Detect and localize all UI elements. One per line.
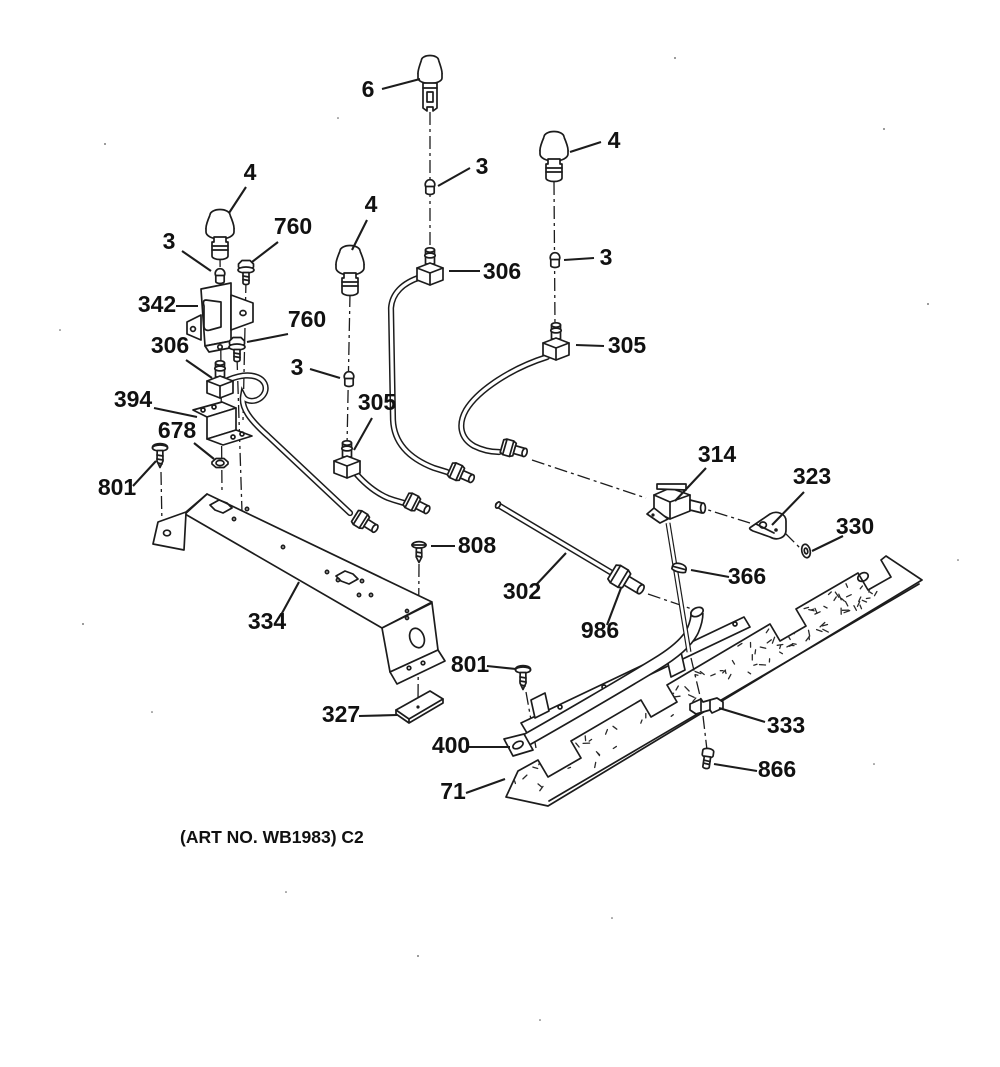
art-number-caption: (ART NO. WB1983) C2	[180, 827, 364, 847]
part-label-330: 330	[835, 513, 875, 539]
part-label-302: 302	[502, 578, 542, 604]
part-label-71: 71	[440, 778, 466, 804]
orifice-3-right	[550, 253, 560, 268]
part-label-866: 866	[757, 756, 797, 782]
part-label-334: 334	[247, 608, 287, 634]
part-label-801-lower: 801	[450, 651, 490, 677]
part-label-4-mid: 4	[364, 191, 378, 217]
part-label-3-right: 3	[599, 244, 613, 270]
part-label-333: 333	[766, 712, 806, 738]
orifice-3-middle	[344, 372, 354, 387]
part-label-305-right: 305	[607, 332, 647, 358]
nut-678	[212, 459, 228, 468]
part-label-314: 314	[697, 441, 737, 467]
part-label-678: 678	[157, 417, 197, 443]
part-label-801-left: 801	[97, 474, 137, 500]
part-label-760-lower: 760	[287, 306, 327, 332]
part-label-3-mid: 3	[290, 354, 304, 380]
part-label-342: 342	[137, 291, 177, 317]
part-label-366: 366	[727, 563, 767, 589]
part-label-760-upper: 760	[273, 213, 313, 239]
part-label-4-right: 4	[607, 127, 621, 153]
part-label-394: 394	[113, 386, 153, 412]
part-label-327: 327	[321, 701, 361, 727]
part-label-4-left: 4	[243, 159, 257, 185]
part-label-6: 6	[361, 76, 375, 102]
orifice-3-left	[215, 269, 225, 284]
part-label-305-mid: 305	[357, 389, 397, 415]
part-label-986: 986	[580, 617, 620, 643]
part-label-3-top: 3	[475, 153, 489, 179]
part-label-400: 400	[431, 732, 471, 758]
part-label-323: 323	[792, 463, 832, 489]
part-label-306-left: 306	[150, 332, 190, 358]
part-label-808: 808	[457, 532, 497, 558]
orifice-3-top	[425, 180, 435, 195]
part-label-306-mid: 306	[482, 258, 522, 284]
part-label-3-left: 3	[162, 228, 176, 254]
